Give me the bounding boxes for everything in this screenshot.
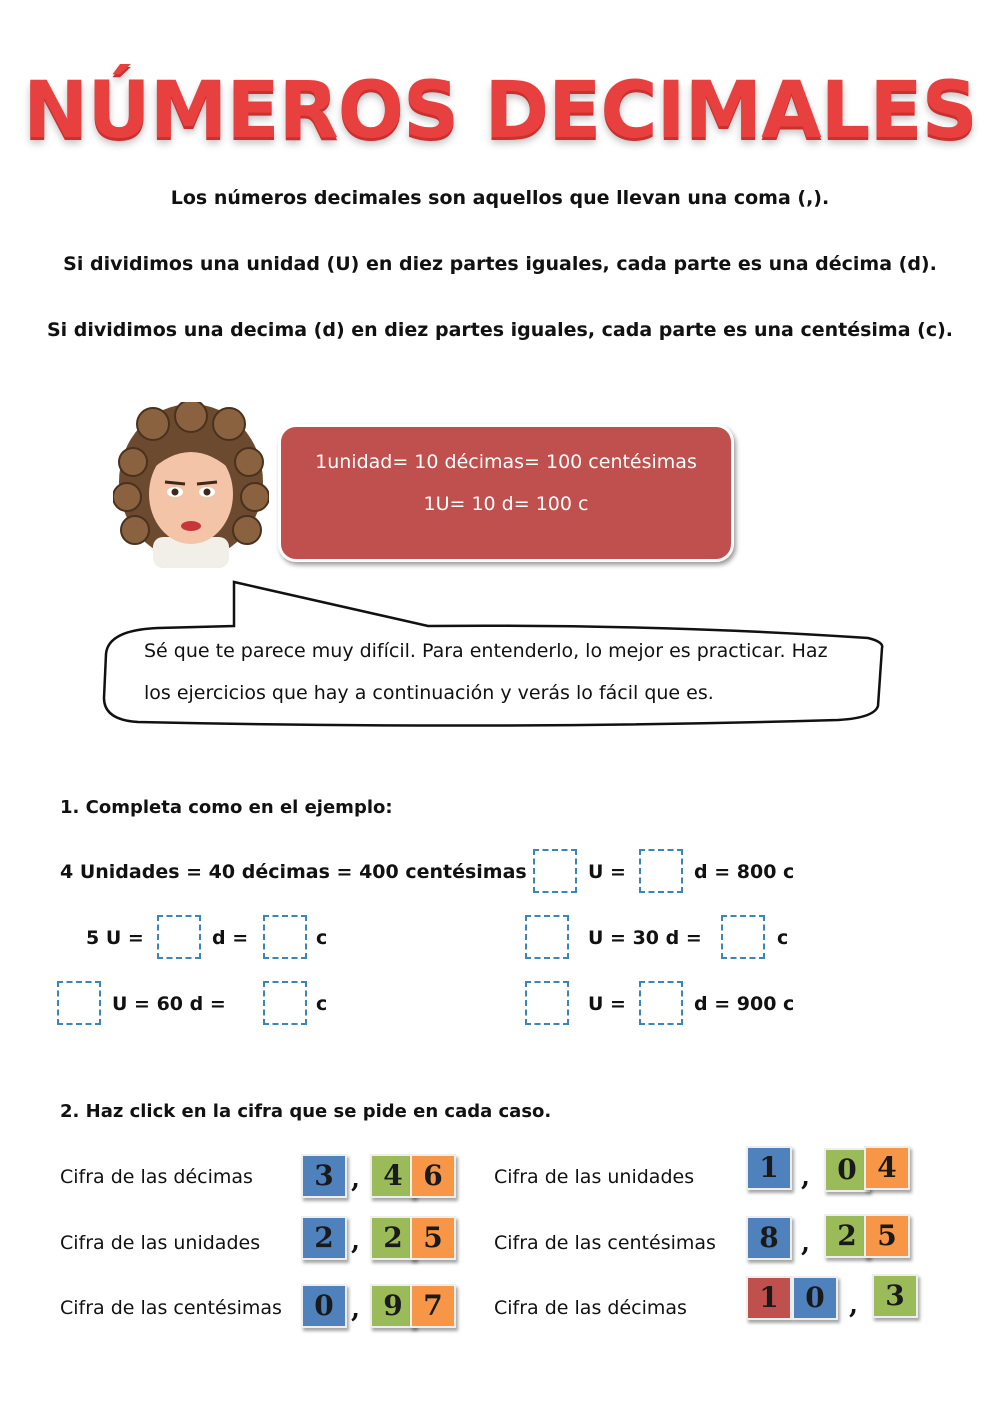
digit-tile-units[interactable]: 0: [301, 1284, 347, 1328]
digit-question-label: Cifra de las centésimas: [494, 1232, 716, 1254]
example-equation: 4 Unidades = 40 décimas = 400 centésimas: [60, 861, 527, 883]
digit-tile-units[interactable]: 2: [301, 1216, 347, 1260]
answer-input-r2r-hundredths[interactable]: [721, 915, 765, 959]
equation-text: d =: [212, 927, 249, 949]
speech-line-1: Sé que te parece muy difícil. Para entenderlo, lo mejor es practicar. Haz: [144, 640, 828, 662]
digit-tile-tenths[interactable]: 2: [824, 1214, 870, 1258]
digit-tile-hundredths[interactable]: 7: [410, 1284, 456, 1328]
teacher-avatar: [113, 402, 269, 568]
equation-text: U = 30 d =: [588, 927, 702, 949]
digit-tile-hundredths[interactable]: 6: [410, 1154, 456, 1198]
intro-line-1: Los números decimales son aquellos que llevan una coma (,).: [170, 187, 830, 209]
equivalence-line-1: 1unidad= 10 décimas= 100 centésimas: [315, 451, 697, 473]
decimal-comma: ,: [351, 1226, 361, 1256]
equation-text: d = 800 c: [694, 861, 795, 883]
intro-line-3: Si dividimos una decima (d) en diez partes iguales, cada parte es una centésima (c).: [46, 319, 953, 341]
equation-text: d = 900 c: [694, 993, 795, 1015]
equation-text: U =: [588, 993, 626, 1015]
exercise-2-title: 2. Haz click en la cifra que se pide en cada caso.: [60, 1101, 552, 1122]
digit-question-label: Cifra de las décimas: [494, 1297, 687, 1319]
digit-question-label: Cifra de las unidades: [60, 1232, 261, 1254]
equation-text: c: [777, 927, 789, 949]
digit-tile-hundredths[interactable]: 5: [864, 1214, 910, 1258]
exercise-1-title: 1. Completa como en el ejemplo:: [60, 797, 393, 818]
digit-tile-units[interactable]: 1: [746, 1146, 792, 1190]
answer-input-r3r-units[interactable]: [525, 981, 569, 1025]
equation-text: c: [316, 993, 328, 1015]
digit-tile-units[interactable]: 3: [301, 1154, 347, 1198]
decimal-comma: ,: [801, 1228, 811, 1258]
digit-tile-tens[interactable]: 1: [746, 1276, 792, 1320]
digit-question-label: Cifra de las décimas: [60, 1166, 253, 1188]
answer-input-r1-tenths[interactable]: [639, 849, 683, 893]
equation-text: U =: [588, 861, 626, 883]
decimal-comma: ,: [351, 1294, 361, 1324]
decimal-comma: ,: [351, 1164, 361, 1194]
speech-line-2: los ejercicios que hay a continuación y verás lo fácil que es.: [144, 682, 714, 704]
digit-tile-hundredths[interactable]: 4: [864, 1146, 910, 1190]
answer-input-r1-units[interactable]: [533, 849, 577, 893]
digit-question-label: Cifra de las centésimas: [60, 1297, 282, 1319]
answer-input-r3r-tenths[interactable]: [639, 981, 683, 1025]
digit-tile-tenths[interactable]: 9: [370, 1284, 416, 1328]
equation-text: 5 U =: [86, 927, 144, 949]
decimal-comma: ,: [849, 1290, 859, 1320]
digit-tile-units[interactable]: 0: [792, 1276, 838, 1320]
digit-tile-tenths[interactable]: 2: [370, 1216, 416, 1260]
intro-line-2: Si dividimos una unidad (U) en diez partes iguales, cada parte es una décima (d).: [63, 253, 937, 275]
digit-tile-tenths[interactable]: 4: [370, 1154, 416, 1198]
digit-tile-units[interactable]: 8: [746, 1216, 792, 1260]
answer-input-r3l-hundredths[interactable]: [263, 981, 307, 1025]
equivalence-line-2: 1U= 10 d= 100 c: [423, 493, 589, 515]
digit-tile-hundredths[interactable]: 5: [410, 1216, 456, 1260]
digit-tile-tenths[interactable]: 0: [824, 1148, 870, 1192]
answer-input-r2l-hundredths[interactable]: [263, 915, 307, 959]
answer-input-r3l-units[interactable]: [57, 981, 101, 1025]
equivalence-box: [278, 424, 734, 562]
answer-input-r2r-units[interactable]: [525, 915, 569, 959]
digit-question-label: Cifra de las unidades: [494, 1166, 695, 1188]
equation-text: c: [316, 927, 328, 949]
digit-tile-tenths[interactable]: 3: [872, 1274, 918, 1318]
equation-text: U = 60 d =: [112, 993, 226, 1015]
decimal-comma: ,: [801, 1162, 811, 1192]
page-title: NÚMEROS DECIMALES: [23, 66, 977, 156]
answer-input-r2l-tenths[interactable]: [157, 915, 201, 959]
